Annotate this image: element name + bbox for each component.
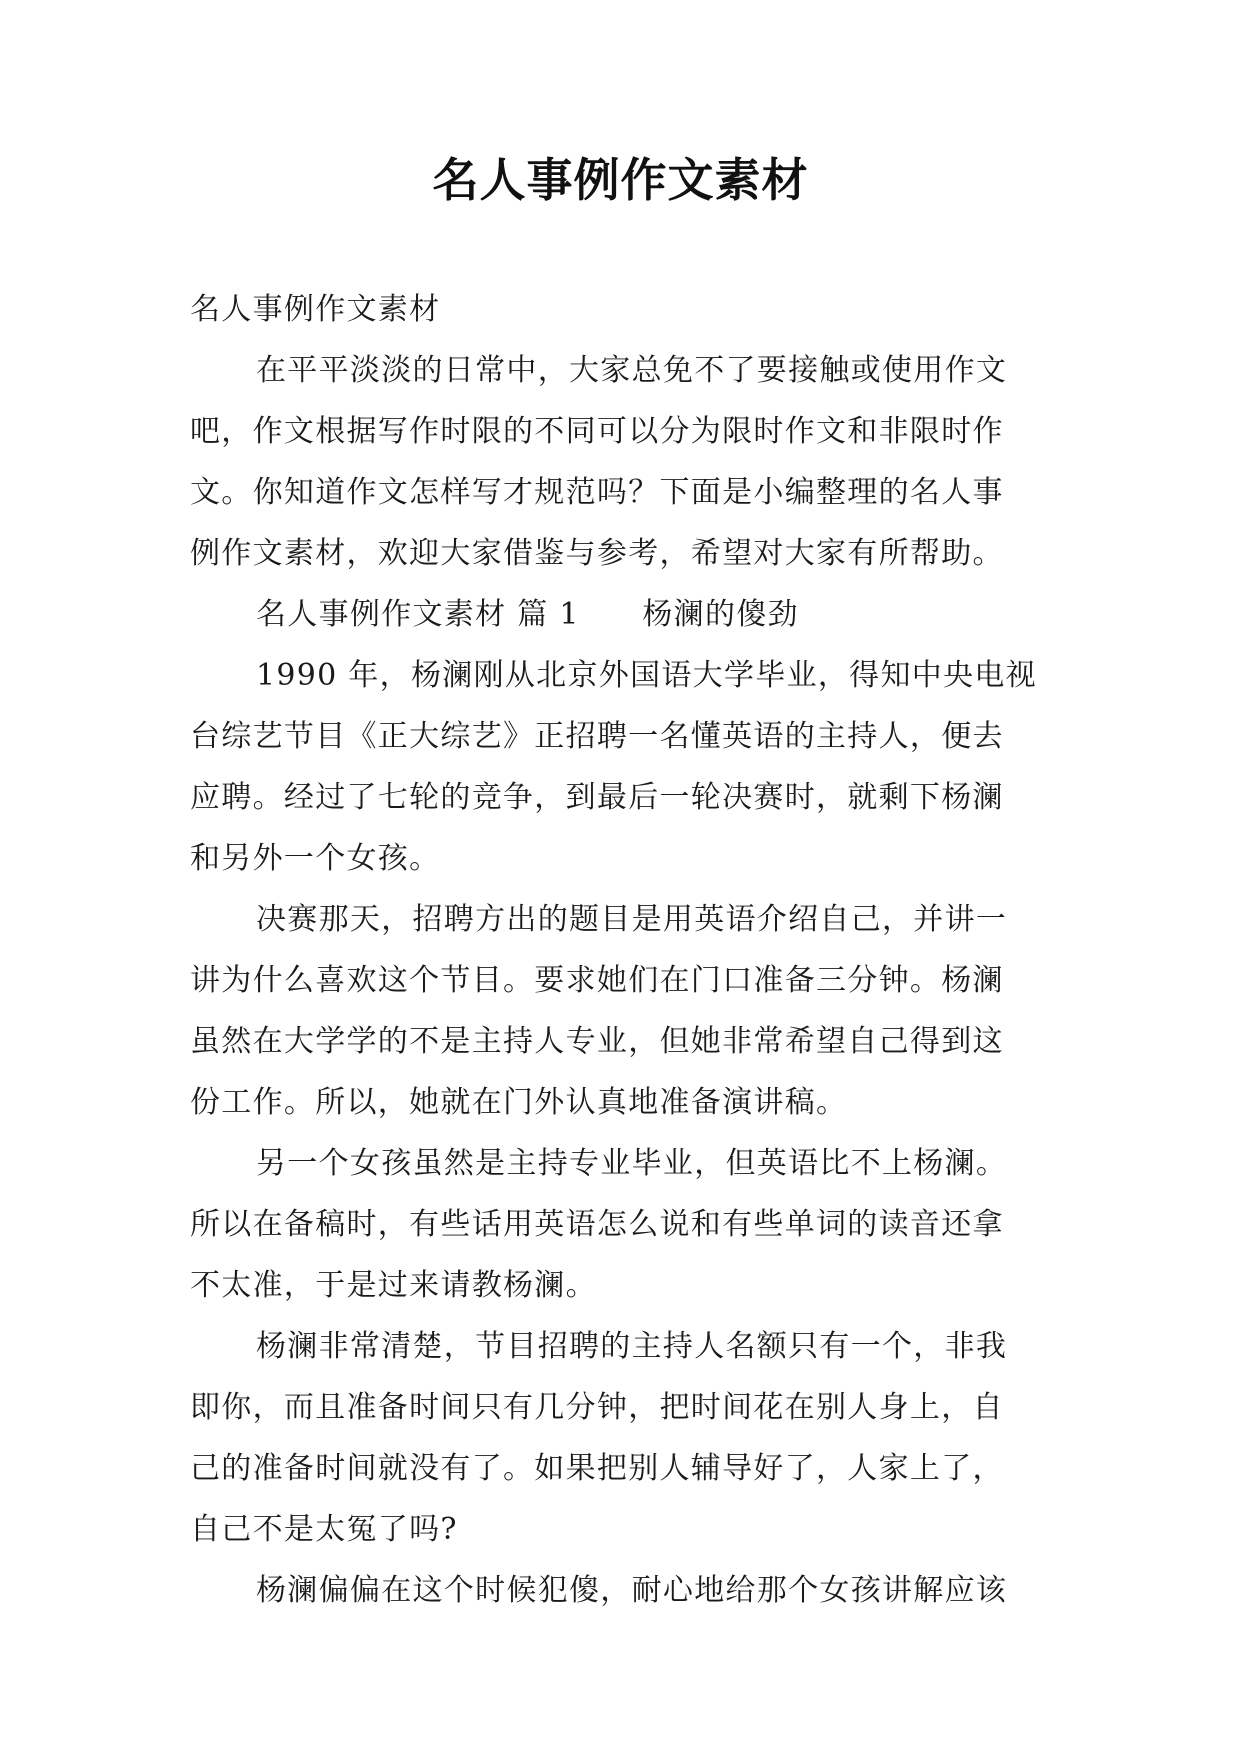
document-body [190, 292, 1052, 1634]
text-line: 杨澜非常清楚，节目招聘的主持人名额只有一个，非我 [256, 1329, 1008, 1364]
text-line: 份工作。所以，她就在门外认真地准备演讲稿。 [190, 1085, 848, 1120]
text-line: 例作文素材，欢迎大家借鉴与参考，希望对大家有所帮助。 [190, 536, 1004, 571]
text-line: 讲为什么喜欢这个节目。要求她们在门口准备三分钟。杨澜 [190, 963, 1004, 998]
text-line: 杨澜偏偏在这个时候犯傻，耐心地给那个女孩讲解应该 [256, 1573, 1008, 1608]
text-line: 即你，而且准备时间只有几分钟，把时间花在别人身上，自 [190, 1390, 1004, 1425]
text-line: 在平平淡淡的日常中，大家总免不了要接触或使用作文 [256, 353, 1008, 388]
text-line: 决赛那天，招聘方出的题目是用英语介绍自己，并讲一 [256, 902, 1008, 937]
text-line: 所以在备稿时，有些话用英语怎么说和有些单词的读音还拿 [190, 1207, 1004, 1242]
document-title: 名人事例作文素材 [432, 153, 809, 207]
text-line: 自己不是太冤了吗? [190, 1512, 458, 1547]
text-line: 和另外一个女孩。 [190, 841, 441, 876]
text-line: 1990 年，杨澜刚从北京外国语大学毕业，得知中央电视 [256, 658, 1037, 693]
text-line: 文。你知道作文怎样写才规范吗？下面是小编整理的名人事 [190, 475, 1004, 510]
text-line: 应聘。经过了七轮的竞争，到最后一轮决赛时，就剩下杨澜 [190, 780, 1004, 815]
text-line: 虽然在大学学的不是主持人专业，但她非常希望自己得到这 [190, 1024, 1004, 1059]
text-line: 吧，作文根据写作时限的不同可以分为限时作文和非限时作 [190, 414, 1004, 449]
text-line: 台综艺节目《正大综艺》正招聘一名懂英语的主持人，便去 [190, 719, 1004, 754]
text-line: 己的准备时间就没有了。如果把别人辅导好了，人家上了， [190, 1451, 1004, 1486]
text-line: 名人事例作文素材 [190, 292, 441, 327]
text-line: 另一个女孩虽然是主持专业毕业，但英语比不上杨澜。 [256, 1146, 1008, 1181]
text-line: 名人事例作文素材 篇 1 杨澜的傻劲 [256, 597, 799, 632]
text-line: 不太准，于是过来请教杨澜。 [190, 1268, 597, 1303]
